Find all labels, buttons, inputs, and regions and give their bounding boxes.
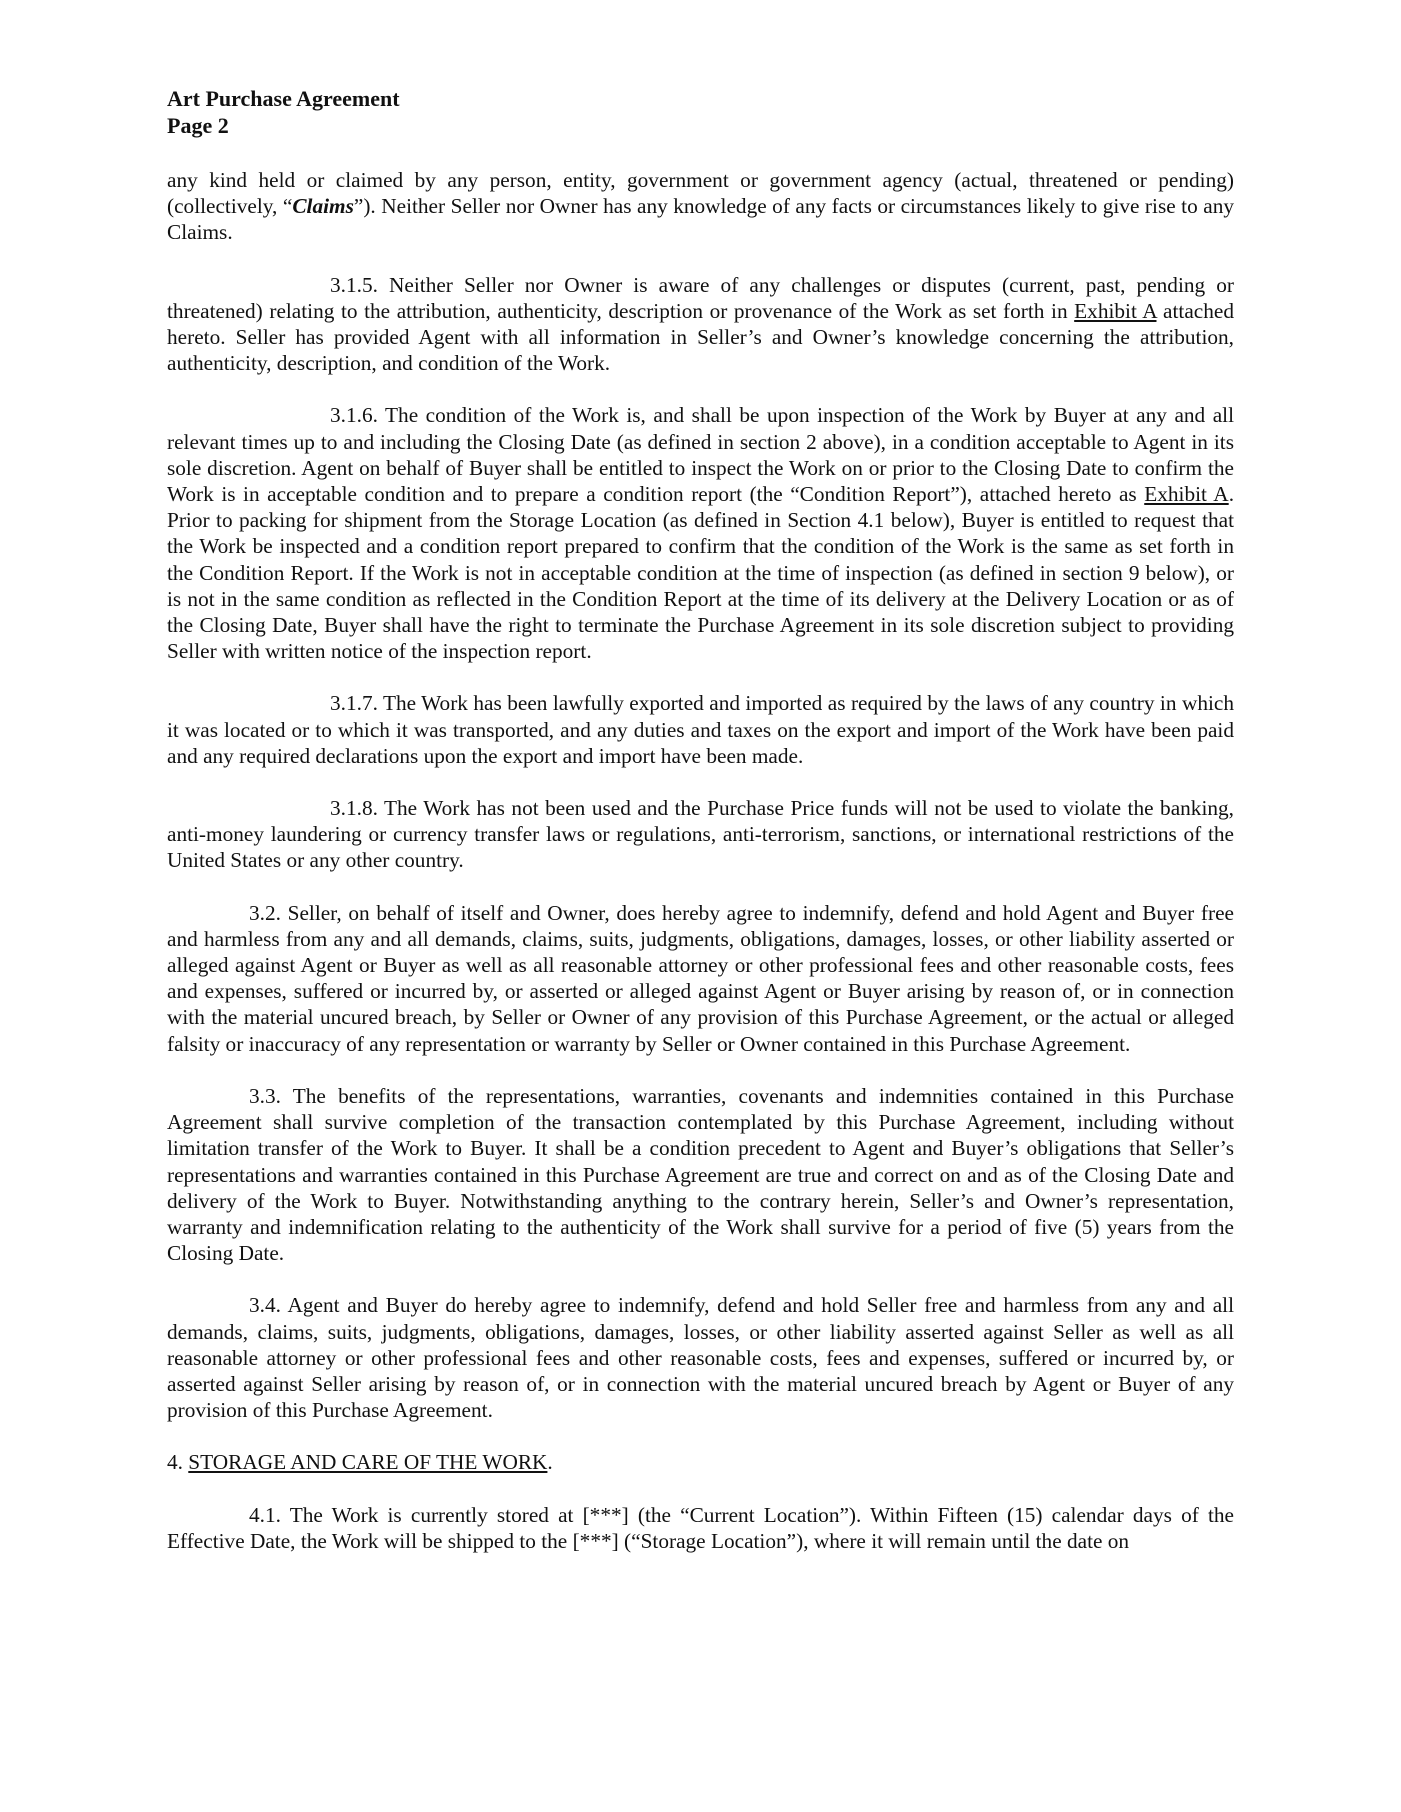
section-number: 4. <box>167 1450 189 1475</box>
document-body <box>167 167 1234 1580</box>
section-4-heading <box>167 1449 1234 1475</box>
section-3-1-5 <box>167 272 1234 377</box>
paragraph-continuation <box>167 167 1234 246</box>
section-3-2: 3.2. Seller, on behalf of itself and Owner, does hereby agree to indemnify, defend and hold Agent and Buyer free and harmless from any and all demands, claims, suits, judgments, obligations, damages, losses, or other liability asserted or alleged against Agent or Buyer as well as all reasonable attorney or other professional fees and other reasonable costs, fees and expenses, suffered or incurred by, or asserted or alleged against Agent or Buyer arising by reason of, or in connection with the material uncured breach, by Seller or Owner of any provision of this Purchase Agreement, or the actual or alleged falsity or inaccuracy of any representation or warranty by Seller or Owner contained in this Purchase Agreement. <box>167 900 1234 1056</box>
document-title: Art Purchase Agreement <box>167 86 400 111</box>
section-heading-period: . <box>547 1450 553 1475</box>
section-3-3: 3.3. The benefits of the representations, warranties, covenants and indemnities contained in this Purchase Agreement shall survive completion of the transaction contemplated by this Purchase Agreement, including without limitation transfer of the Work to Buyer. It shall be a condition precedent to Agent and Buyer’s obligations that Seller’s representations and warranties contained in this Purchase Agreement are true and correct on and as of the Closing Date and delivery of the Work to Buyer. Notwithstanding anything to the contrary herein, Seller’s and Owner’s representation, warranty and indemnification relating to the authenticity of the Work shall survive for a period of five (5) years from the Closing Date. <box>167 1083 1234 1266</box>
section-3-1-7: 3.1.7. The Work has been lawfully exported and imported as required by the laws of any country in which it was located or to which it was transported, and any duties and taxes on the export and import of the Work have been paid and any required declarations upon the export and import have been made. <box>167 691 1234 768</box>
paragraph-text: . Prior to packing for shipment from the Storage Location (as defined in Section 4.1 below), Buyer is entitled to request that the Work be inspected and a condition report prepared to confirm that the condition of the Work is the same as set forth in the Condition Report. If the Work is not in acceptable condition at the time of inspection (as defined in section 9 below), or is not in the same condition as reflected in the Condition Report at the time of its delivery at the Delivery Location or as of the Closing Date, Buyer shall have the right to terminate the Purchase Agreement in its sole discretion subject to providing Seller with written notice of the inspection report. <box>167 482 1235 664</box>
exhibit-a-reference: Exhibit A <box>1144 482 1229 507</box>
page-number: Page 2 <box>167 113 229 138</box>
paragraph-text: any kind held or claimed by any person, entity, government or government agency (actual, threatened or pending) (collectively, “ <box>167 168 1234 219</box>
defined-term-claims: Claims <box>292 194 354 219</box>
paragraph-text: attached hereto. Seller has provided Agent with all information in Seller’s and Owner’s knowledge concerning the attribution, authenticity, description, and condition of the Work. <box>167 298 1235 376</box>
section-title: STORAGE AND CARE OF THE WORK <box>188 1450 548 1475</box>
section-3-4: 3.4. Agent and Buyer do hereby agree to indemnify, defend and hold Seller free and harmless from any and all demands, claims, suits, judgments, obligations, damages, losses, or other liability asserted against Seller as well as all reasonable attorney or other professional fees and other reasonable costs, fees and expenses, suffered or incurred by, or asserted against Seller arising by reason of, or in connection with the material uncured breach by Agent or Buyer of any provision of this Purchase Agreement. <box>167 1293 1234 1423</box>
section-3-1-6 <box>167 402 1234 664</box>
section-3-1-8: 3.1.8. The Work has not been used and the Purchase Price funds will not be used to violate the banking, anti-money laundering or currency transfer laws or regulations, anti-terrorism, sanctions, or international restrictions of the United States or any other country. <box>167 796 1234 873</box>
paragraph-text: 3.1.6. The condition of the Work is, and shall be upon inspection of the Work by Buyer at any and all relevant times up to and including the Closing Date (as defined in section 2 above), in a condition acceptable to Agent in its sole discretion. Agent on behalf of Buyer shall be entitled to inspect the Work on or prior to the Closing Date to confirm the Work is in acceptable condition and to prepare a condition report (the “Condition Report”), attached hereto as <box>167 403 1234 507</box>
section-4-1: 4.1. The Work is currently stored at [***] (the “Current Location”). Within Fifteen (15) calendar days of the Effective Date, the Work will be shipped to the [***] (“Storage Location”), where it will remain until the date on <box>167 1502 1234 1553</box>
paragraph-text: ”). Neither Seller nor Owner has any knowledge of any facts or circumstances likely to give rise to any Claims. <box>167 194 1234 245</box>
page-header <box>167 85 400 139</box>
paragraph-text: 3.1.5. Neither Seller nor Owner is aware of any challenges or disputes (current, past, pending or threatened) relating to the attribution, authenticity, description or provenance of the Work as set forth in <box>167 272 1234 323</box>
exhibit-a-reference: Exhibit A <box>1074 298 1157 323</box>
